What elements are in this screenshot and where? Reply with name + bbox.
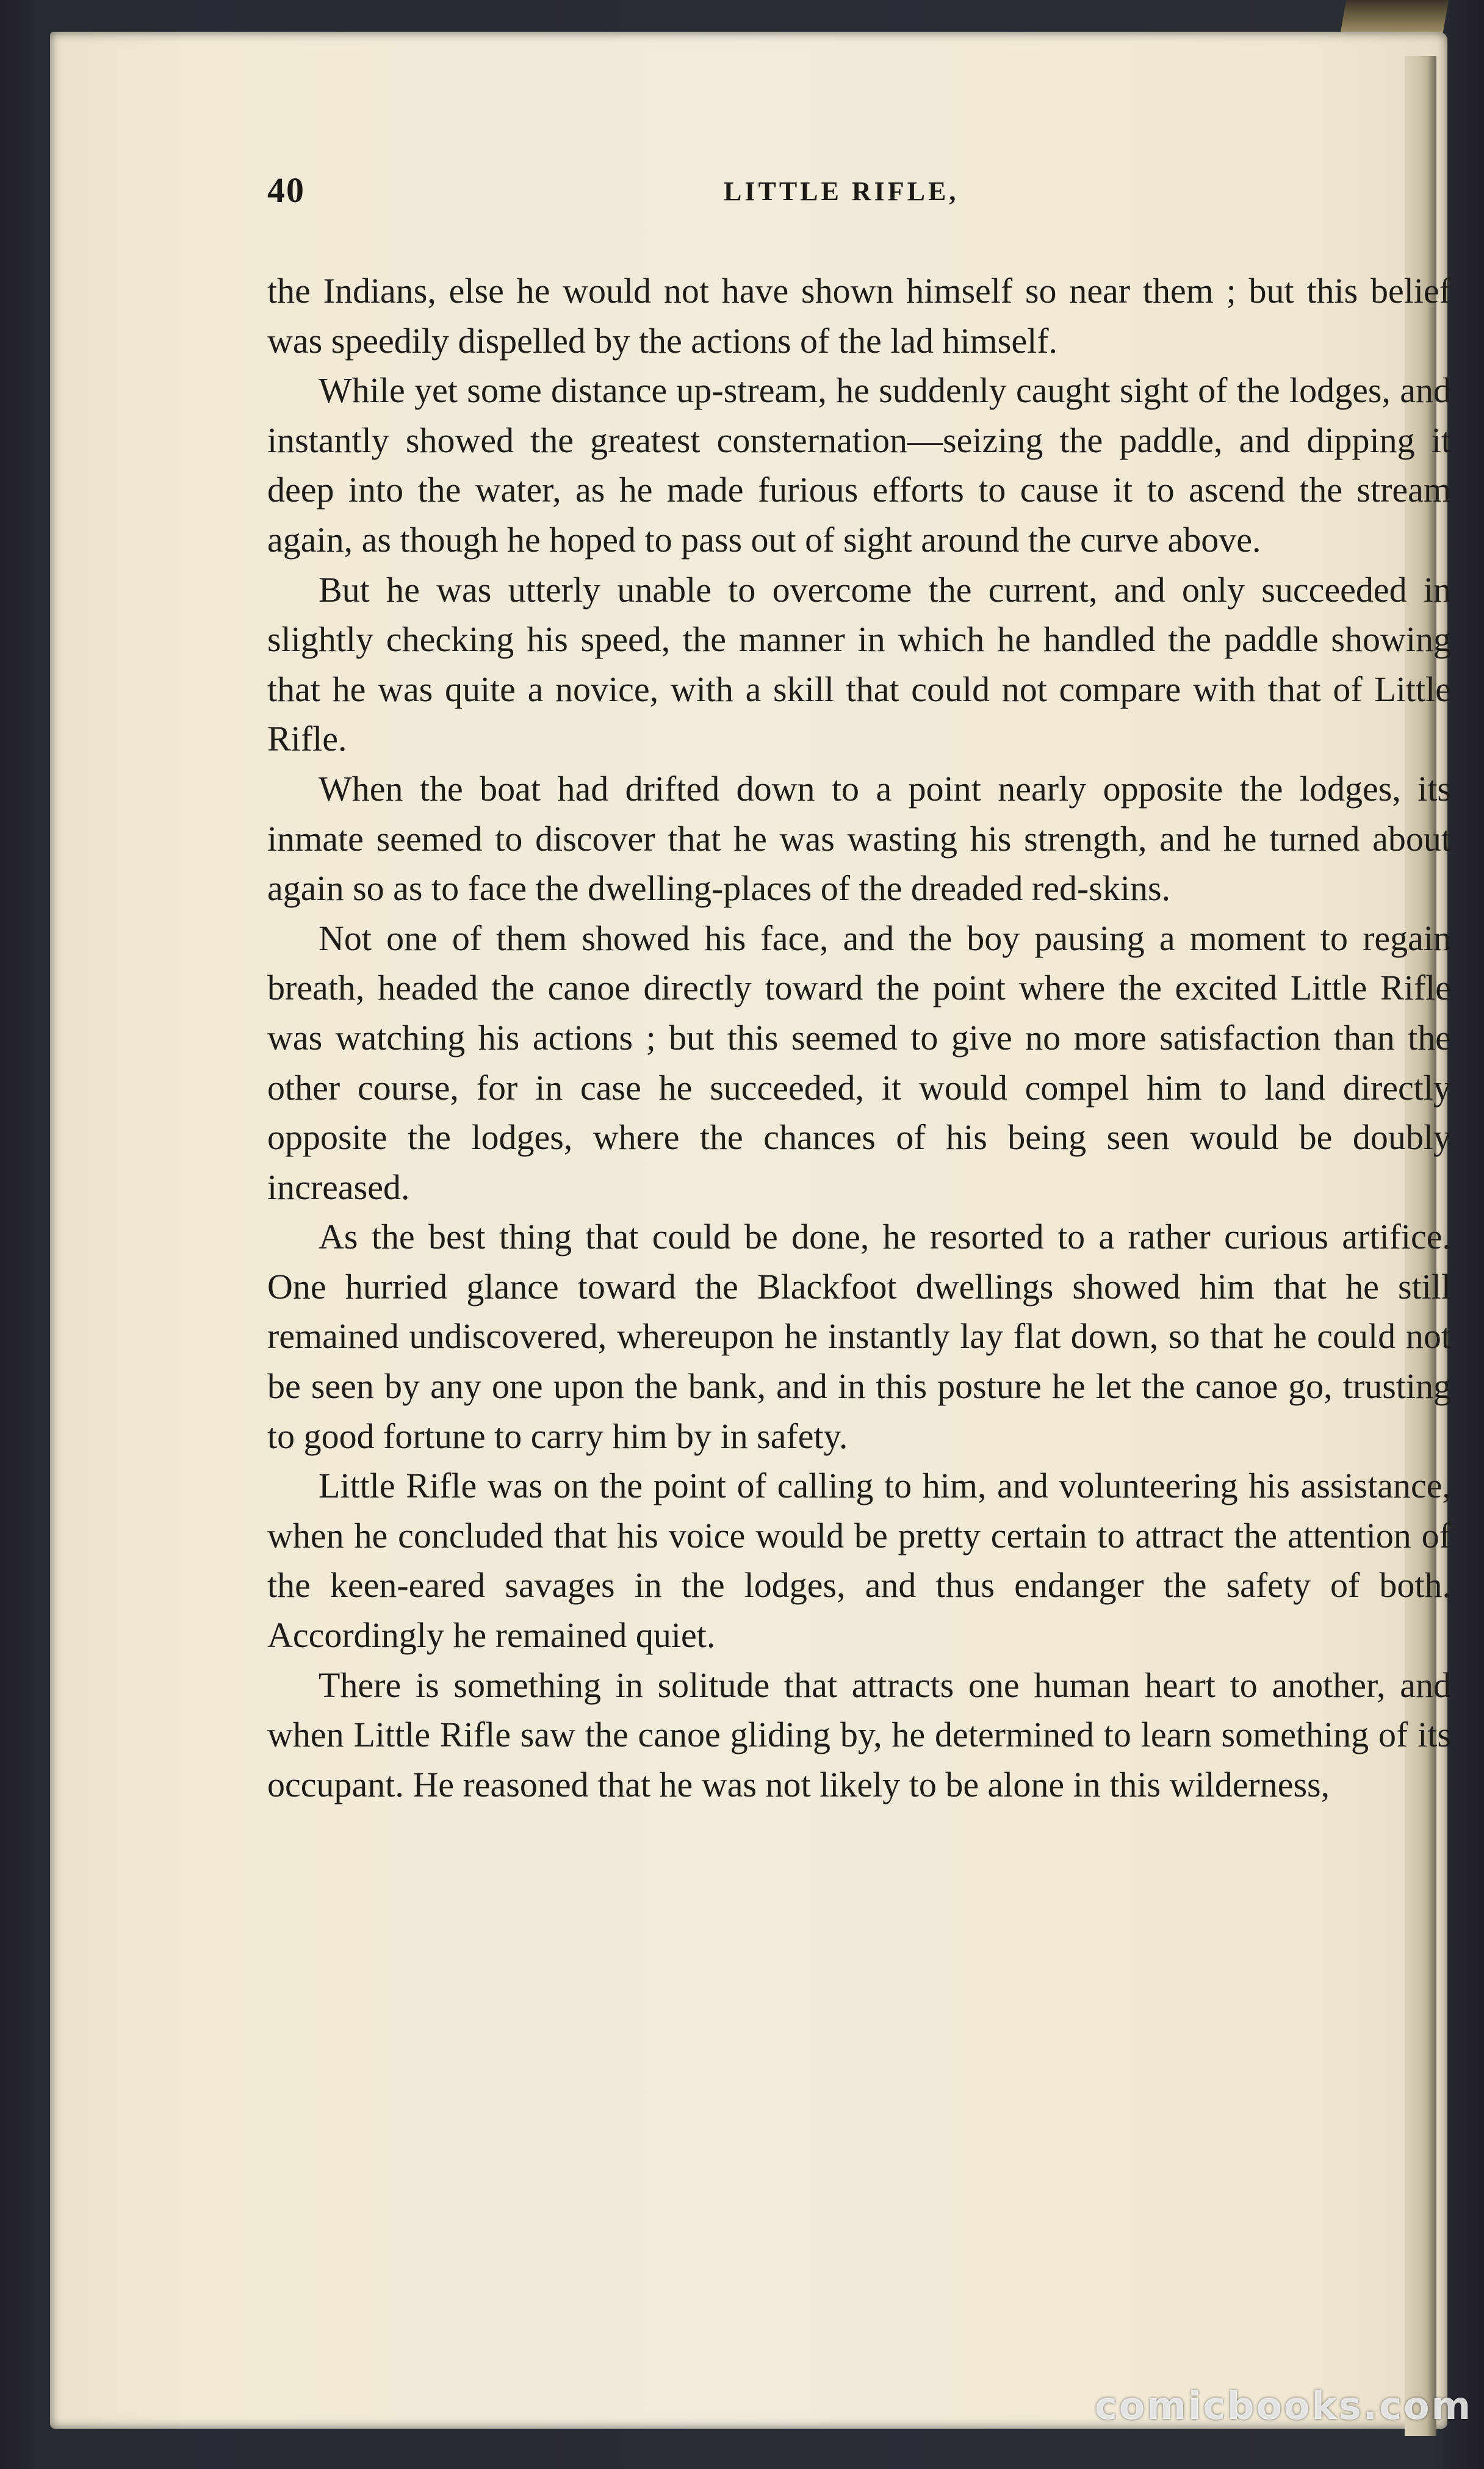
site-watermark: comicbooks.com <box>1095 2384 1473 2428</box>
paragraph: Not one of them showed his face, and the boy pausing a moment to regain breath, headed the canoe directly toward the point where the excited Little Rifle was watching his actions ; but this seemed to give no more satisfaction than the other course, for in case he succeeded, it would compel him to land directly opposite the lodges, where the chances of his being seen would be doubly increased. <box>267 918 1451 1207</box>
page-header <box>267 170 1455 218</box>
paragraph: As the best thing that could be done, he resorted to a rather curious artifice. One hurried glance toward the Blackfoot dwellings showed him that he still remained undiscovered, whereupon he instantly lay flat down, so that he could not be seen by any one upon the bank, and in this posture he let the canoe go, trusting to good fortune to carry him by in safety. <box>267 1217 1451 1456</box>
paragraph: Little Rifle was on the point of calling to him, and volunteering his assistance, when he concluded that his voice would be pretty certain to attract the attention of the keen-eared savages in the lodges, and thus endanger the safety of both. Accordingly he remained quiet. <box>267 1466 1451 1656</box>
body-text <box>267 266 1451 1809</box>
paragraph: When the boat had drifted down to a point nearly opposite the lodges, its inmate seemed to discover that he was wasting his strength, and he turned about again so as to face the dwelling-places of the dreaded red-skins. <box>267 768 1451 909</box>
paragraph: But he was utterly unable to overcome the current, and only succeeded in slightly checking his speed, the manner in which he handled the paddle showing that he was quite a novice, with a skill that could not compare with that of Little Rifle. <box>267 569 1451 759</box>
page-number: 40 <box>267 170 305 210</box>
paragraph-continued: the Indians, else he would not have shown himself so near them ; but this belief was speedily dispelled by the actions of the lad himself. <box>267 271 1451 361</box>
paragraph: There is something in solitude that attracts one human heart to another, and when Little Rifle saw the canoe gliding by, he determined to learn something of its occupant. He reasoned that he was not likely to be alone in this wilderness, <box>267 1665 1451 1804</box>
paragraph: While yet some distance up-stream, he suddenly caught sight of the lodges, and instantly showed the greatest consternation—seizing the paddle, and dipping it deep into the water, as he made furious efforts to cause it to ascend the stream again, as though he hoped to pass out of sight around the curve above. <box>267 370 1451 560</box>
running-head: LITTLE RIFLE, <box>724 176 959 206</box>
